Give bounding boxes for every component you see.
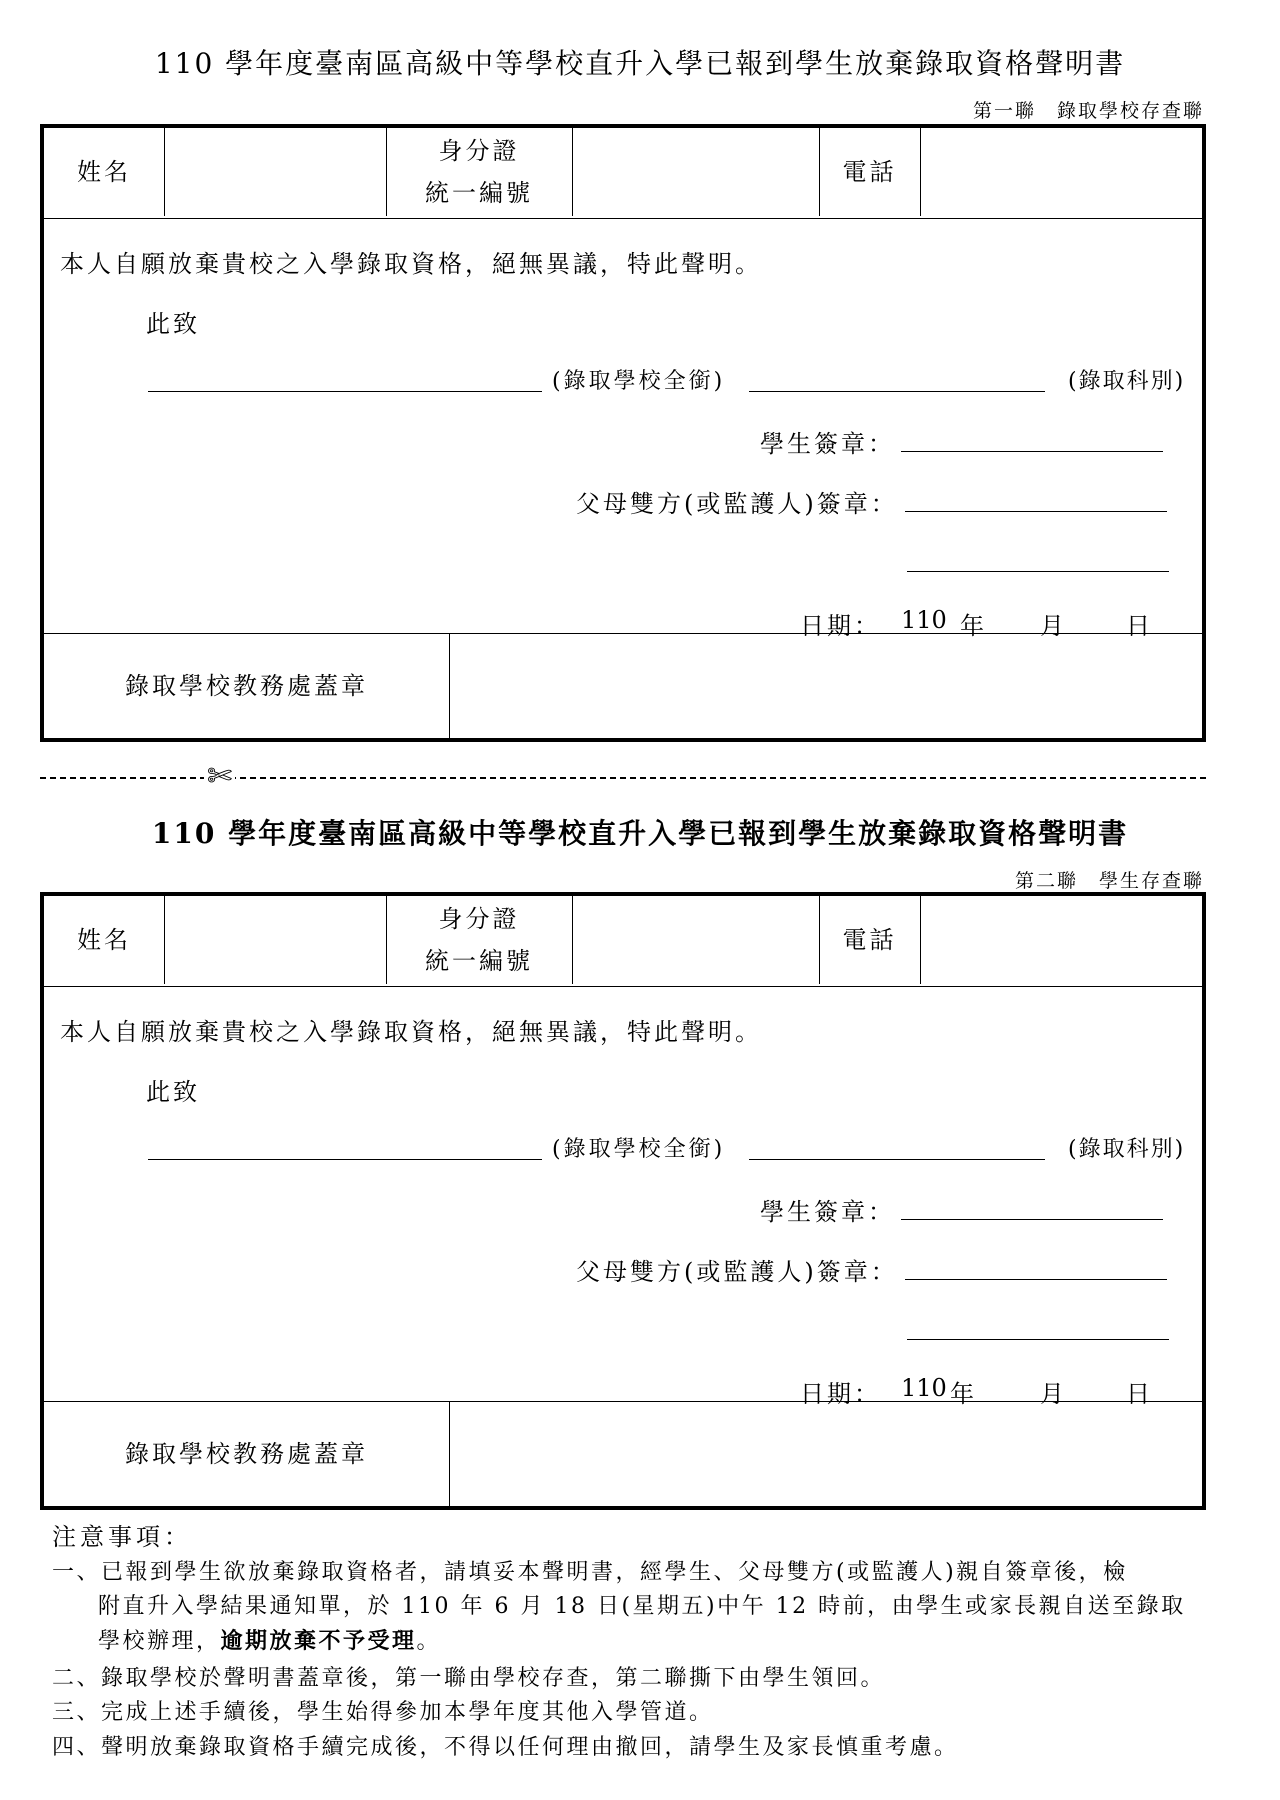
id-label-line1: 身分證 — [438, 905, 520, 933]
department-line[interactable] — [749, 391, 1045, 392]
stamp-area[interactable] — [450, 634, 1202, 738]
salutation: 此致 — [146, 310, 200, 338]
note-item-4: 四、聲明放棄錄取資格手續完成後，不得以任何理由撤回，請學生及家長慎重考慮。 — [52, 1735, 959, 1760]
notes-title: 注意事項： — [52, 1523, 192, 1551]
scissors-icon: ✄ — [204, 760, 235, 794]
declaration-form — [40, 892, 1206, 1510]
salutation: 此致 — [146, 1078, 200, 1106]
note-item-1-line-3 — [98, 1624, 441, 1659]
stamp-label: 錄取學校教務處蓋章 — [125, 1440, 368, 1468]
id-field[interactable] — [573, 896, 818, 984]
id-label-line2: 統一編號 — [425, 179, 533, 207]
statement: 本人自願放棄貴校之入學錄取資格，絕無異議，特此聲明。 — [60, 250, 762, 278]
form-title: 110 學年度臺南區高級中等學校直升入學已報到學生放棄錄取資格聲明書 — [151, 817, 1129, 850]
name-label: 姓名 — [77, 926, 131, 954]
student-signature-label: 學生簽章： — [760, 1198, 895, 1226]
school-suffix: (錄取學校全銜) — [552, 1137, 726, 1162]
stamp-label: 錄取學校教務處蓋章 — [125, 672, 368, 700]
student-signature-label: 學生簽章： — [760, 430, 895, 458]
id-label-line2: 統一編號 — [425, 947, 533, 975]
note-item-1-line-1: 一、已報到學生欲放棄錄取資格者，請填妥本聲明書，經學生、父母雙方(或監護人)親自簽章後，檢 — [52, 1560, 1128, 1585]
year-unit: 年 — [950, 1380, 977, 1408]
parent-signature-line-1[interactable] — [905, 511, 1167, 512]
department-suffix: (錄取科別) — [1068, 1137, 1186, 1162]
form-title: 110 學年度臺南區高級中等學校直升入學已報到學生放棄錄取資格聲明書 — [154, 47, 1126, 80]
month-unit: 月 — [1040, 612, 1067, 640]
phone-label: 電話 — [842, 926, 897, 954]
parent-signature-label: 父母雙方(或監護人)簽章： — [576, 1258, 898, 1286]
school-suffix: (錄取學校全銜) — [552, 369, 726, 394]
date-label: 日期： — [800, 612, 881, 640]
phone-field[interactable] — [921, 896, 1201, 984]
header-row — [44, 128, 1202, 219]
date-label: 日期： — [800, 1380, 881, 1408]
year-unit: 年 — [960, 612, 987, 640]
id-label — [386, 128, 572, 216]
note-item-1-line-3-end: 。 — [416, 1629, 442, 1654]
date-year: 110 — [901, 1374, 947, 1402]
id-label-line1: 身分證 — [438, 137, 520, 165]
month-unit: 月 — [1040, 1380, 1067, 1408]
phone-label: 電話 — [842, 158, 897, 186]
stamp-row — [44, 633, 1202, 738]
parent-signature-line-2[interactable] — [907, 1339, 1169, 1340]
name-label: 姓名 — [77, 158, 131, 186]
name-field[interactable] — [165, 896, 385, 984]
note-item-3: 三、完成上述手續後，學生始得參加本學年度其他入學管道。 — [52, 1700, 714, 1725]
note-item-1-line-3-start: 學校辦理， — [98, 1629, 221, 1654]
phone-field[interactable] — [921, 128, 1201, 216]
department-line[interactable] — [749, 1159, 1045, 1160]
copy-label: 第一聯 錄取學校存查聯 — [972, 100, 1204, 122]
parent-signature-line-2[interactable] — [907, 571, 1169, 572]
school-name-line[interactable] — [148, 1159, 542, 1160]
date-year: 110 — [901, 606, 947, 634]
student-signature-line[interactable] — [901, 451, 1163, 452]
id-label — [386, 896, 572, 984]
school-name-line[interactable] — [148, 391, 542, 392]
day-unit: 日 — [1126, 612, 1153, 640]
student-signature-line[interactable] — [901, 1219, 1163, 1220]
statement: 本人自願放棄貴校之入學錄取資格，絕無異議，特此聲明。 — [60, 1018, 762, 1046]
late-withdrawal-warning: 逾期放棄不予受理 — [220, 1628, 417, 1654]
day-unit: 日 — [1126, 1380, 1153, 1408]
stamp-area[interactable] — [450, 1402, 1202, 1506]
parent-signature-line-1[interactable] — [905, 1279, 1167, 1280]
stamp-row — [44, 1401, 1202, 1506]
copy-label: 第二聯 學生存查聯 — [1014, 870, 1204, 892]
department-suffix: (錄取科別) — [1068, 369, 1186, 394]
header-row — [44, 896, 1202, 987]
declaration-form — [40, 124, 1206, 742]
note-item-2: 二、錄取學校於聲明書蓋章後，第一聯由學校存查，第二聯撕下由學生領回。 — [52, 1666, 886, 1691]
note-item-1-line-2: 附直升入學結果通知單，於 110 年 6 月 18 日(星期五)中午 12 時前，由學生或家長親自送至錄取 — [98, 1594, 1186, 1619]
name-field[interactable] — [165, 128, 385, 216]
parent-signature-label: 父母雙方(或監護人)簽章： — [576, 490, 898, 518]
id-field[interactable] — [573, 128, 818, 216]
